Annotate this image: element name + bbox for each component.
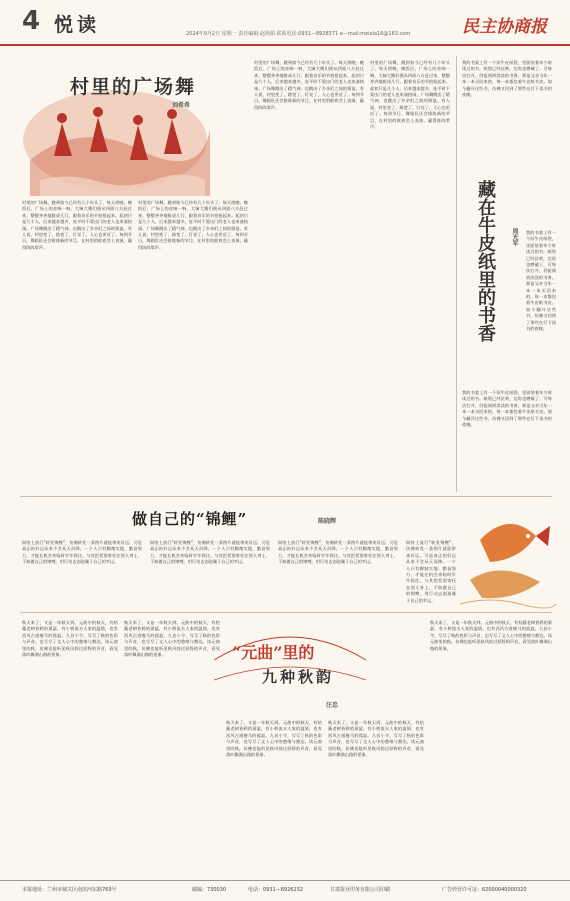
section-name: 悦读 xyxy=(54,14,101,36)
footer-phone: 电话：0931—8926232 xyxy=(248,887,303,893)
article1-body-col3: 村里的广场舞，跳到如今已经有几个年头了。每天傍晚，晚饭后，广场上的音响一响，大婶大嫂们便从四面八方赶过来，整整齐齐地排成几行，跟着音乐的节拍扭起来。起初只是几个人，后来越来越多，连平时不爱出门的老人也来凑热闹。广场舞跳出了精气神，也跳出了乡亲们之间的情谊。有人说，村里变了，路宽了，灯亮了，人心也更近了。每到节日，舞蹈队还会排练新的节目，在村里的联欢会上表演，赢得阵阵掌声。 xyxy=(254,60,364,110)
article4-author: 汪忠 xyxy=(326,702,339,709)
header-meta: 2024年9月2日 星期一 责任编辑:赵海娟 联系电话:0931—8928371 e—mail:meixia16@163.com xyxy=(186,31,411,37)
article4-body-col5: 秋天来了，又是一年秋天到。元曲中的秋天，有枯藤老树昏鸦的萧瑟，有小桥流水人家的温情，也有西风古道瘦马的孤寂。九首小令，写尽了秋的色彩与声音，也写尽了文人心中的愁绪与豁达。读元曲里的秋，仿佛也能听见秋风掠过原野的声音，看见落叶飘满山路的景象。 xyxy=(430,620,552,651)
newspaper-logo: 民主协商报 xyxy=(462,17,547,37)
article2-body-bottom: 我的书架上有一个旧牛皮纸袋，里面装着年少时读过的书。纸袋已经泛黄，边角也磨破了，可每次打开，仍能闻到淡淡的书香。那是父亲当年一本一本买回来的，每一本都包着牛皮纸书皮。如今翻开这些书，仿佛又回到了那些在灯下读书的夜晚。 xyxy=(462,390,552,428)
article4-body-col1: 秋天来了，又是一年秋天到。元曲中的秋天，有枯藤老树昏鸦的萧瑟，有小桥流水人家的温情，也有西风古道瘦马的孤寂。九首小令，写尽了秋的色彩与声音，也写尽了文人心中的愁绪与豁达。读元曲里的秋，仿佛也能听见秋风掠过原野的声音，看见落叶飘满山路的景象。 xyxy=(22,620,118,658)
page-footer xyxy=(0,880,570,901)
article2-author: 周光军 xyxy=(511,228,518,246)
article1-body-col4: 村里的广场舞，跳到如今已经有几个年头了。每天傍晚，晚饭后，广场上的音响一响，大婶大嫂们便从四面八方赶过来，整整齐齐地排成几行，跟着音乐的节拍扭起来。起初只是几个人，后来越来越多，连平时不爱出门的老人也来凑热闹。广场舞跳出了精气神，也跳出了乡亲们之间的情谊。有人说，村里变了，路宽了，灯亮了，人心也更近了。每到节日，舞蹈队还会排练新的节目，在村里的联欢会上表演，赢得阵阵掌声。 xyxy=(370,60,450,130)
article4-title: “元曲”里的 xyxy=(232,643,315,662)
article3-author: 陈晓辉 xyxy=(318,518,337,525)
article4-body-col2: 秋天来了，又是一年秋天到。元曲中的秋天，有枯藤老树昏鸦的萧瑟，有小桥流水人家的温情，也有西风古道瘦马的孤寂。九首小令，写尽了秋的色彩与声音，也写尽了文人心中的愁绪与豁达。读元曲里的秋，仿佛也能听见秋风掠过原野的声音，看见落叶飘满山路的景象。 xyxy=(124,620,220,658)
article4-body-col4: 秋天来了，又是一年秋天到。元曲中的秋天，有枯藤老树昏鸦的萧瑟，有小桥流水人家的温情，也有西风古道瘦马的孤寂。九首小令，写尽了秋的色彩与声音，也写尽了文人心中的愁绪与豁达。读元曲里的秋，仿佛也能听见秋风掠过原野的声音，看见落叶飘满山路的景象。 xyxy=(328,720,424,758)
section-separator xyxy=(20,496,552,497)
koi-illustration xyxy=(460,500,556,610)
article3-body-col2: 网络上流行“转发锦鲤”，仿佛转发一条图片就能带来好运。可是真正的好运从来不会从天而降。一个人只有脚踏实地、勤奋努力，才能在机会来临时牢牢抓住。与其把希望寄托在别人身上，不如做自己的锦鲤，用行动去创造属于自己的幸运。 xyxy=(150,540,270,565)
article3-title: 做自己的“锦鲤” xyxy=(132,510,248,528)
column-separator xyxy=(456,56,457,492)
section-separator-2 xyxy=(20,612,552,613)
article3-body-col3: 网络上流行“转发锦鲤”，仿佛转发一条图片就能带来好运。可是真正的好运从来不会从天而降。一个人只有脚踏实地、勤奋努力，才能在机会来临时牢牢抓住。与其把希望寄托在别人身上，不如做自己的锦鲤，用行动去创造属于自己的幸运。 xyxy=(278,540,398,565)
article3-body-col4: 网络上流行“转发锦鲤”，仿佛转发一条图片就能带来好运。可是真正的好运从来不会从天而降。一个人只有脚踏实地、勤奋努力，才能在机会来临时牢牢抓住。与其把希望寄托在别人身上，不如做自己的锦鲤，用行动去创造属于自己的幸运。 xyxy=(406,540,456,603)
article1-body-col1: 村里的广场舞，跳到如今已经有几个年头了。每天傍晚，晚饭后，广场上的音响一响，大婶大嫂们便从四面八方赶过来，整整齐齐地排成几行，跟着音乐的节拍扭起来。起初只是几个人，后来越来越多，连平时不爱出门的老人也来凑热闹。广场舞跳出了精气神，也跳出了乡亲们之间的情谊。有人说，村里变了，路宽了，灯亮了，人心也更近了。每到节日，舞蹈队还会排练新的节目，在村里的联欢会上表演，赢得阵阵掌声。 xyxy=(22,200,132,250)
article2-title: 藏在牛皮纸里的书香 xyxy=(475,180,496,342)
article4-body-col3: 秋天来了，又是一年秋天到。元曲中的秋天，有枯藤老树昏鸦的萧瑟，有小桥流水人家的温情，也有西风古道瘦马的孤寂。九首小令，写尽了秋的色彩与声音，也写尽了文人心中的愁绪与豁达。读元曲里的秋，仿佛也能听见秋风掠过原野的声音，看见落叶飘满山路的景象。 xyxy=(226,720,322,758)
footer-address: 本报地址：兰州市城关区南滨河东路769号 xyxy=(22,887,117,893)
footer-printer: 甘肃报业印务有限公司印刷 xyxy=(330,887,391,893)
footer-license: 广告经营许可证：62000040000320 xyxy=(442,887,527,893)
article2-body-top: 我的书架上有一个旧牛皮纸袋，里面装着年少时读过的书。纸袋已经泛黄，边角也磨破了，可每次打开，仍能闻到淡淡的书香。那是父亲当年一本一本买回来的，每一本都包着牛皮纸书皮。如今翻开这些书，仿佛又回到了那些在灯下读书的夜晚。 xyxy=(462,60,552,98)
article3-body-col1: 网络上流行“转发锦鲤”，仿佛转发一条图片就能带来好运。可是真正的好运从来不会从天而降。一个人只有脚踏实地、勤奋努力，才能在机会来临时牢牢抓住。与其把希望寄托在别人身上，不如做自己的锦鲤，用行动去创造属于自己的幸运。 xyxy=(22,540,142,565)
article2-body-side: 我的书架上有一个旧牛皮纸袋，里面装着年少时读过的书。纸袋已经泛黄，边角也磨破了，可每次打开，仍能闻到淡淡的书香。那是父亲当年一本一本买回来的，每一本都包着牛皮纸书皮。如今翻开这些书，仿佛又回到了那些在灯下读书的夜晚。 xyxy=(526,230,556,332)
article4-subtitle: 九种秋韵 xyxy=(262,668,335,686)
page-number: 4 xyxy=(22,6,41,36)
article1-author: 刘希希 xyxy=(172,102,191,109)
article1-title: 村里的广场舞 xyxy=(70,76,197,98)
footer-postcode: 邮编：730030 xyxy=(192,887,227,893)
article1-body-col2: 村里的广场舞，跳到如今已经有几个年头了。每天傍晚，晚饭后，广场上的音响一响，大婶大嫂们便从四面八方赶过来，整整齐齐地排成几行，跟着音乐的节拍扭起来。起初只是几个人，后来越来越多，连平时不爱出门的老人也来凑热闹。广场舞跳出了精气神，也跳出了乡亲们之间的情谊。有人说，村里变了，路宽了，灯亮了，人心也更近了。每到节日，舞蹈队还会排练新的节目，在村里的联欢会上表演，赢得阵阵掌声。 xyxy=(138,200,248,250)
